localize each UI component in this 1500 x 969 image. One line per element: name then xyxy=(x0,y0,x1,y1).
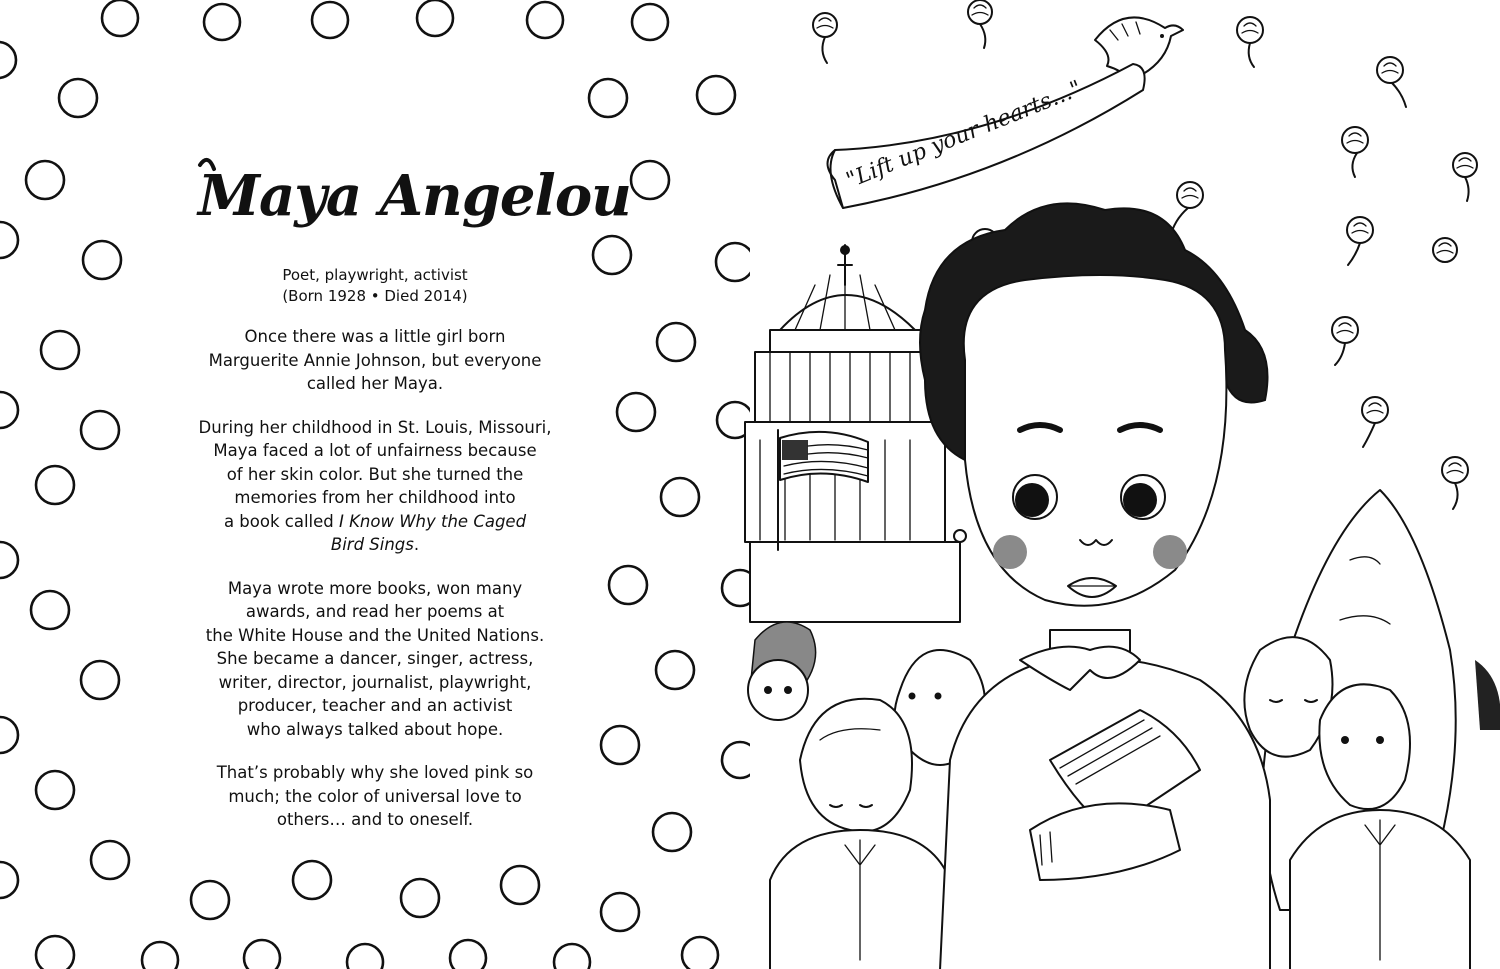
flower-icon xyxy=(1433,238,1457,262)
flower-icon xyxy=(1342,127,1368,177)
text-line: That’s probably why she loved pink so xyxy=(216,763,534,782)
text-line: others… and to oneself. xyxy=(276,810,474,829)
subtitle-role: Poet, playwright, activist xyxy=(282,266,468,284)
flower-icon xyxy=(1332,317,1358,365)
flower-icon xyxy=(1347,217,1373,265)
flower-icon xyxy=(1362,397,1388,447)
right-page xyxy=(750,0,1500,969)
text-line: memories from her childhood into xyxy=(234,488,516,507)
text-line: called her Maya. xyxy=(306,374,444,393)
text-fragment: a book called xyxy=(223,511,339,531)
flower-icon xyxy=(1170,182,1203,238)
text-line: Once there was a little girl born xyxy=(244,327,506,346)
flower-icon xyxy=(1237,17,1263,67)
text-line: Maya wrote more books, won many xyxy=(227,578,523,598)
text-line xyxy=(170,533,580,557)
text-line: During her childhood in St. Louis, Missouri, xyxy=(198,417,552,437)
paragraph-4 xyxy=(170,761,580,832)
text-line: of her skin color. But she turned the xyxy=(226,464,524,484)
banner-ribbon xyxy=(828,64,1145,208)
subtitle xyxy=(170,265,580,307)
text-line xyxy=(170,510,580,534)
text-line: much; the color of universal love to xyxy=(228,786,522,806)
text-line: awards, and read her poems at xyxy=(245,602,505,621)
text-fragment: . xyxy=(413,535,420,554)
page-title: Maya Angelou xyxy=(198,163,631,229)
flower-icon xyxy=(1453,153,1477,201)
subtitle-dates: (Born 1928 • Died 2014) xyxy=(282,287,468,305)
text-line: Marguerite Annie Johnson, but everyone xyxy=(208,350,542,370)
paragraph-2 xyxy=(170,416,580,557)
book-title: Bird Sings xyxy=(330,535,414,554)
biography-text xyxy=(170,265,580,832)
flower-icon xyxy=(1377,57,1406,107)
title-signature xyxy=(190,145,631,240)
flower-icon xyxy=(813,13,837,63)
maya-figure xyxy=(920,203,1270,969)
banner-text: "Lift up your hearts…" xyxy=(842,76,1086,194)
text-line: Maya faced a lot of unfairness because xyxy=(213,441,537,460)
text-line: who always talked about hope. xyxy=(246,719,504,739)
text-line: the White House and the United Nations. xyxy=(205,625,545,645)
text-line: writer, director, journalist, playwright, xyxy=(218,672,532,692)
text-line: producer, teacher and an activist xyxy=(237,696,513,715)
book-title: I Know Why the Caged xyxy=(338,511,527,531)
paragraph-3 xyxy=(170,577,580,742)
maya-illustration xyxy=(750,0,1500,969)
flower-icon xyxy=(1442,457,1468,509)
flower-icon xyxy=(968,0,992,48)
paragraph-1 xyxy=(170,325,580,396)
text-line: She became a dancer, singer, actress, xyxy=(216,649,534,668)
